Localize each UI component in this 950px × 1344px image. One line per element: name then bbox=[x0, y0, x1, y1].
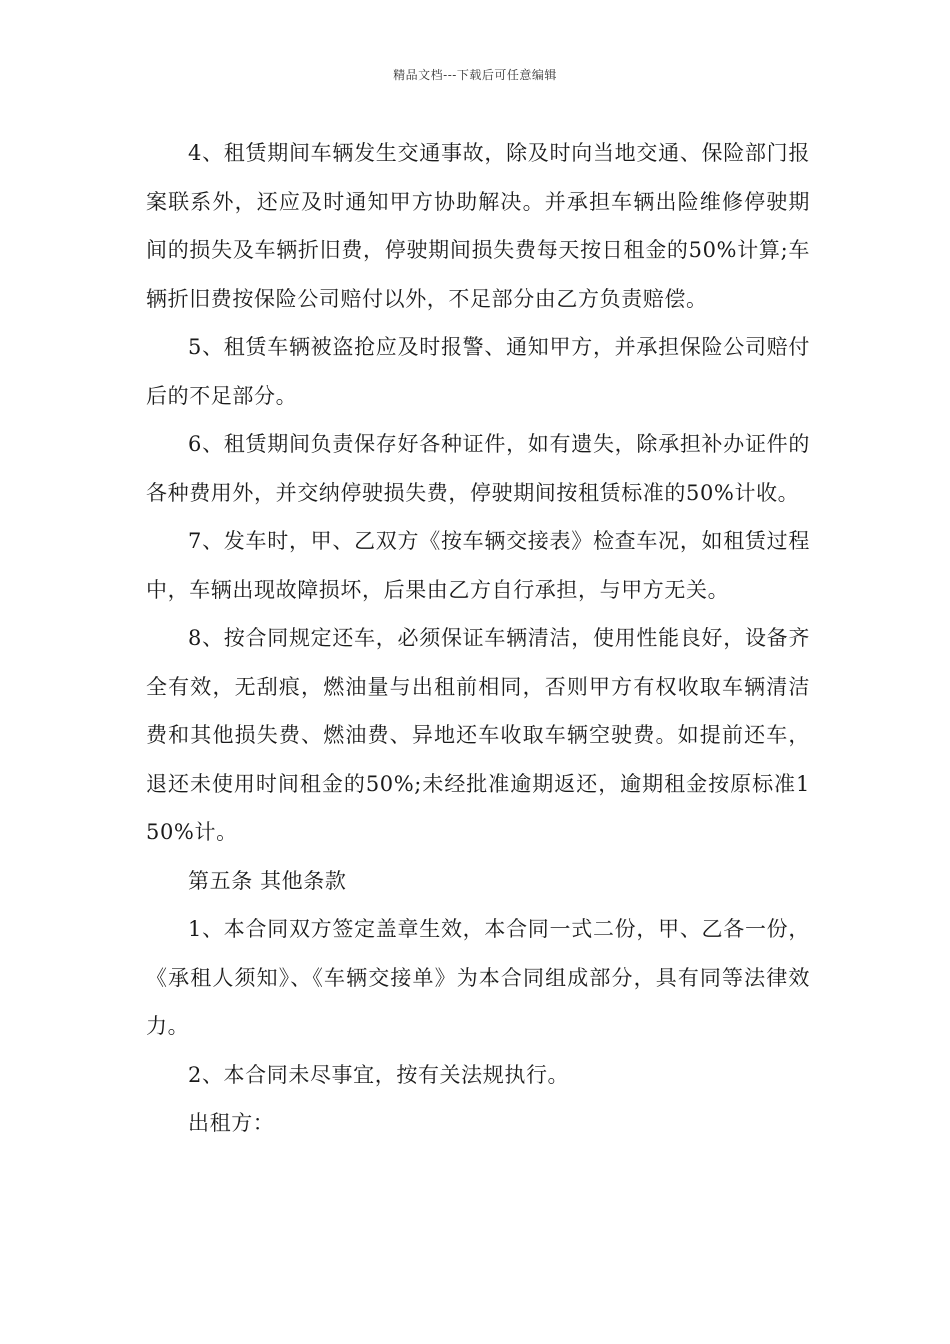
clause-6-documents: 6、租赁期间负责保存好各种证件，如有遗失，除承担补办证件的各种费用外，并交纳停驶损失费，停驶期间按租赁标准的50%计收。 bbox=[146, 432, 810, 505]
clause-8-return: 8、按合同规定还车，必须保证车辆清洁，使用性能良好，设备齐全有效，无刮痕，燃油量与出租前相同，否则甲方有权收取车辆清洁费和其他损失费、燃油费、异地还车收取车辆空驶费。如提前还车，退还未使用时间租金的50%;未经批准逾期返还，逾期租金按原标准150%计。 bbox=[146, 626, 810, 844]
section-title-article-5: 第五条 其他条款 bbox=[188, 868, 347, 893]
lessor-signature-label: 出租方： bbox=[188, 1111, 275, 1135]
document-body bbox=[146, 129, 810, 1148]
clause-5-theft: 5、租赁车辆被盗抢应及时报警、通知甲方，并承担保险公司赔付后的不足部分。 bbox=[146, 335, 810, 408]
other-clause-1: 1、本合同双方签定盖章生效，本合同一式二份，甲、乙各一份，《承租人须知》、《车辆交接单》为本合同组成部分，具有同等法律效力。 bbox=[146, 917, 810, 1038]
page-header: 精品文档---下载后可任意编辑 bbox=[393, 68, 557, 82]
other-clause-2: 2、本合同未尽事宜，按有关法规执行。 bbox=[188, 1062, 570, 1087]
clause-4-accident: 4、租赁期间车辆发生交通事故，除及时向当地交通、保险部门报案联系外，还应及时通知甲方协助解决。并承担车辆出险维修停驶期间的损失及车辆折旧费，停驶期间损失费每天按日租金的50%计算;车辆折旧费按保险公司赔付以外，不足部分由乙方负责赔偿。 bbox=[146, 141, 810, 311]
clause-7-inspection: 7、发车时，甲、乙双方《按车辆交接表》检查车况，如租赁过程中，车辆出现故障损坏，后果由乙方自行承担，与甲方无关。 bbox=[146, 529, 810, 602]
